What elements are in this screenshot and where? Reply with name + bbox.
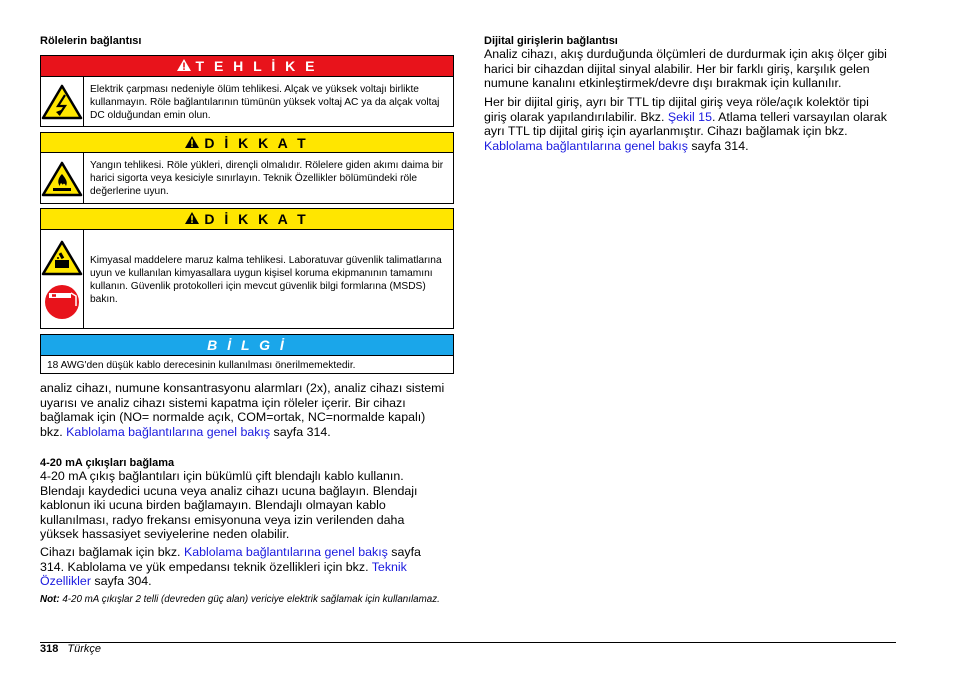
notice-banner [41,335,453,355]
section-heading-4-20ma: 4-20 mA çıkışları bağlama [40,457,175,469]
warning-triangle-icon [177,58,191,74]
note-text: 4-20 mA çıkışlar 2 telli (devreden güç alan) vericiye elektrik sağlamak için kullanılamaz. [59,594,440,605]
digital-paragraph-2 [484,95,889,153]
digital-text: Her bir dijital giriş, ayrı bir TTL tip dijital giriş veya röle/açık kolektör tipi giriş olarak yapılandırılabilir. Bkz. [484,95,869,124]
warning-triangle-icon [185,135,199,151]
notice-title: B İ L G İ [207,337,287,353]
relay-paragraph [40,381,450,439]
caution-title: D İ K K A T [204,211,309,227]
footer [40,643,101,655]
ref-text: sayfa 304. [90,574,152,589]
caution-text-chemical: Kimyasal maddelere maruz kalma tehlikesi. Laboratuvar güvenlik talimatlarına uyun ve kullanılan kimyasallara uygun kişisel koruma ekipmanının tamamını kullanın. Güvenlik protokolleri için mevcut güvenlik bilgi formlarına (MSDS) bakın. [90,254,442,305]
relay-text: analiz cihazı, numune konsantrasyonu alarmları (2x), analiz cihazı sistemi uyarısı ve analiz cihazı sistemi kapatma için röleler içerir. Bir cihazı bağlamak için (NO= normalde açık, COM=ortak, NC=normalde kapalı) bkz. [40,381,445,439]
ref-text: Cihazı bağlamak için bkz. [40,545,184,559]
figure-15-link[interactable]: Şekil 15 [667,109,712,124]
chemical-hazard-icon [41,240,83,276]
caution-banner [41,133,453,153]
relay-text-suffix: sayfa 314. [270,424,331,439]
caution-banner [41,209,453,230]
notice-box [40,334,454,374]
digital-paragraph-1 [484,47,889,91]
note-label: Not: [40,594,60,605]
digital-text: sayfa 314. [687,138,749,153]
caution-text-fire: Yangın tehlikesi. Röle yükleri, dirençli olmalıdır. Rölelere giden akımı daima bir harici sigorta veya kesiciyle sınırlayın. Teknik Özellikler bölümündeki röle değerlerine uyun. [90,160,444,197]
digital-text: Analiz cihazı, akış durduğunda ölçümleri de durdurmak için akış ölçer gibi harici bir cihazdan dijital sinyal alabilir. Her bir farklı giriş, karşılık gelen numune kanalını etkinleştirmek/devre dışı bırakmak için kullanılır. [484,47,887,91]
danger-title: T E H L İ K E [195,58,318,74]
caution-box-fire [40,132,454,204]
fire-hazard-icon [41,153,84,204]
section-heading-relays: Rölelerin bağlantısı [40,35,142,47]
danger-box [40,55,454,127]
danger-text: Elektrik çarpması nedeniyle ölüm tehlikesi. Alçak ve yüksek voltajı birlikte kullanmayın. Röle bağlantılarının tümünün yüksek voltaj AC ya da alçak voltaj DC olduğundan emin olun. [90,83,440,121]
wiring-overview-link[interactable]: Kablolama bağlantılarına genel bakış [183,545,388,559]
danger-banner [41,56,453,76]
footer-language: Türkçe [67,643,102,655]
section-heading-digital-inputs: Dijital girişlerin bağlantısı [484,35,618,47]
page-number: 318 [40,643,59,655]
output-text: 4-20 mA çıkış bağlantıları için bükümlü çift blendajlı kablo kullanın. Blendajı kaydedici ucuna veya analiz cihazı ucuna bağlayın. Blendajı kablonun iki ucuna birden bağlamayın. Blendajlı olmayan kablo kullanılması, radyo frekansı emisyonuna veya izin verilenden daha yüksek hassasiyet seviyelerine neden olabilir. [40,469,418,542]
face-protection-icon [44,284,80,320]
specifications-link[interactable]: Teknik Özellikler [40,559,407,589]
footer-rule [40,642,896,643]
ref-text: sayfa 314. Kablolama ve yük empedansı teknik özellikleri için bkz. [40,545,421,574]
caution-box-chemical [40,208,454,329]
chemical-icons [41,230,84,329]
digital-text: . Atlama telleri varsayılan olarak ayrı TTL tip dijital giriş için ayarlanmıştır. Cihazı bağlamak için bkz. [484,109,887,139]
wiring-overview-link[interactable]: Kablolama bağlantılarına genel bakış [484,138,688,153]
note [40,594,440,607]
caution-title: D İ K K A T [204,134,309,151]
output-ref-paragraph [40,545,435,589]
notice-text: 18 AWG'den düşük kablo derecesinin kullanılması önerilmemektedir. [41,355,453,374]
electric-shock-icon [41,77,84,127]
warning-triangle-icon [185,211,199,227]
wiring-overview-link[interactable]: Kablolama bağlantılarına genel bakış [66,424,271,439]
output-paragraph [40,469,440,542]
